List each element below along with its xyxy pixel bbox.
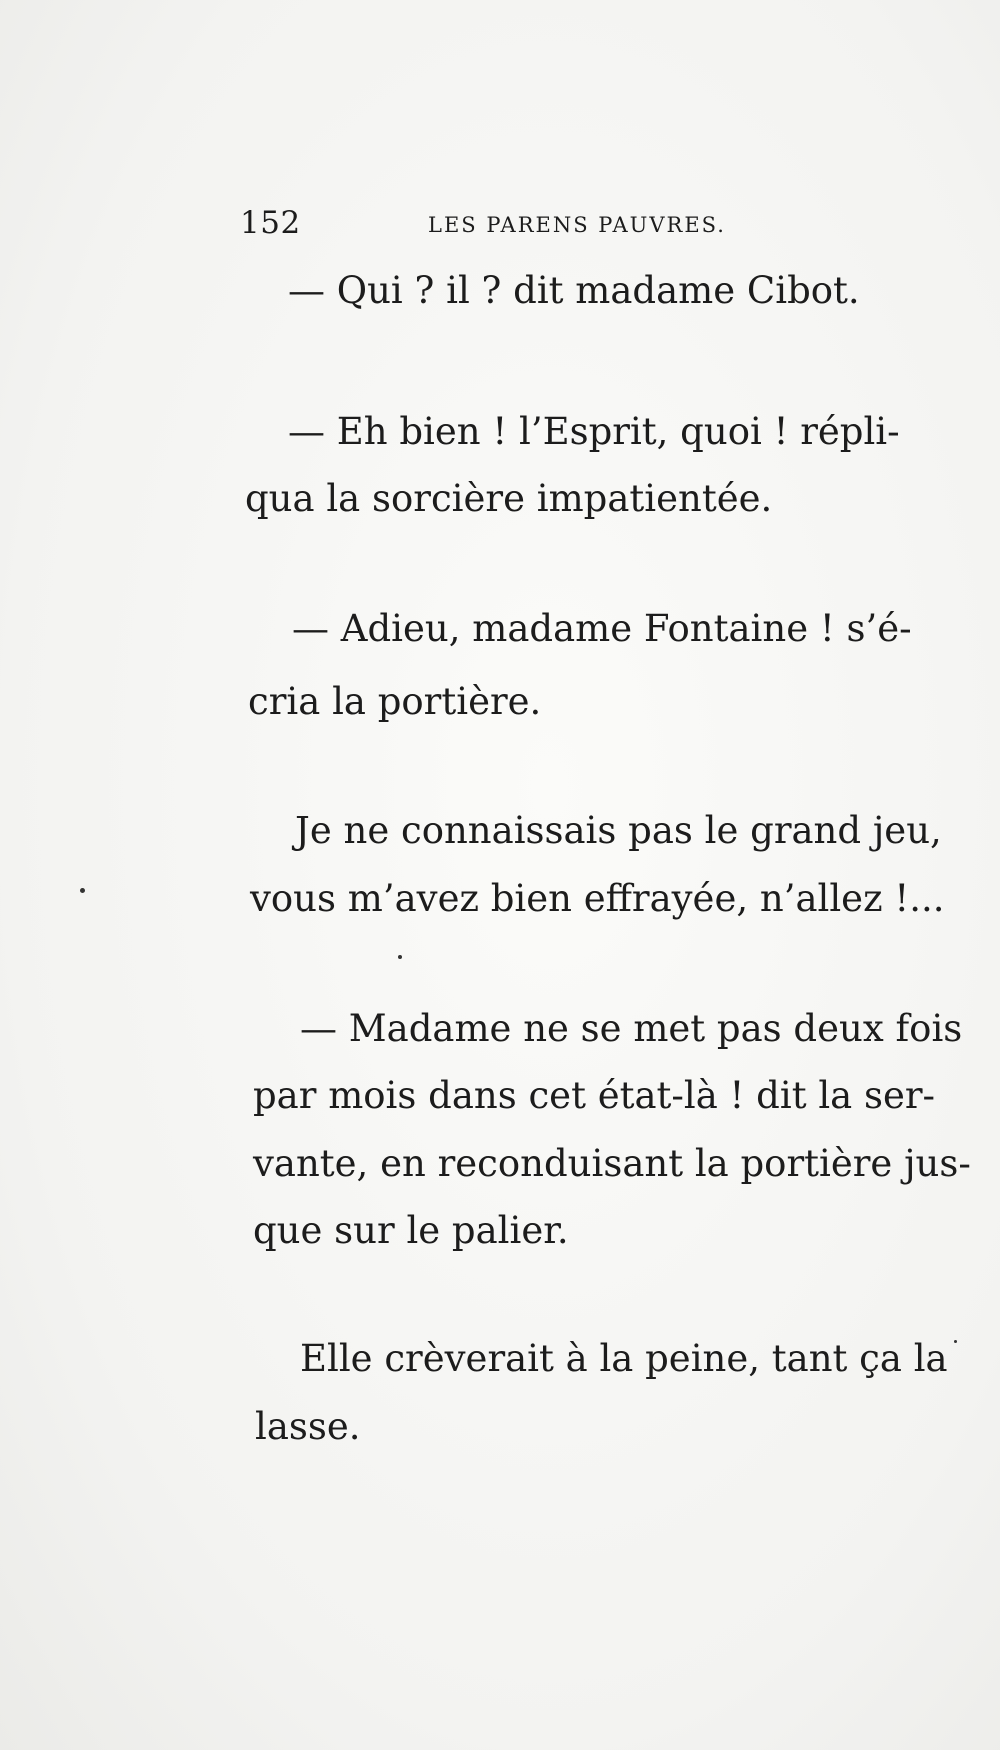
text-line: par mois dans cet état-là ! dit la ser- <box>253 1074 936 1117</box>
ink-speck <box>954 1340 957 1343</box>
page-header <box>240 205 800 245</box>
page-number: 152 <box>240 205 301 241</box>
text-line: lasse. <box>255 1405 361 1448</box>
text-line: Je ne connaissais pas le grand jeu, <box>295 809 942 852</box>
text-line: que sur le palier. <box>253 1209 569 1252</box>
text-line: — Qui ? il ? dit madame Cibot. <box>288 269 860 312</box>
text-line: — Eh bien ! l’Esprit, quoi ! répli- <box>288 410 900 453</box>
text-line: vous m’avez bien effrayée, n’allez !... <box>250 877 945 920</box>
running-head: LES PARENS PAUVRES. <box>428 213 726 237</box>
text-line: cria la portière. <box>248 680 542 723</box>
text-line: Elle crèverait à la peine, tant ça la <box>300 1337 948 1380</box>
ink-speck <box>80 888 85 893</box>
ink-speck <box>398 955 402 959</box>
text-line: vante, en reconduisant la portière jus- <box>253 1142 971 1185</box>
text-line: — Madame ne se met pas deux fois <box>300 1007 963 1050</box>
text-line: — Adieu, madame Fontaine ! s’é- <box>292 607 912 650</box>
text-line: qua la sorcière impatientée. <box>245 477 773 520</box>
